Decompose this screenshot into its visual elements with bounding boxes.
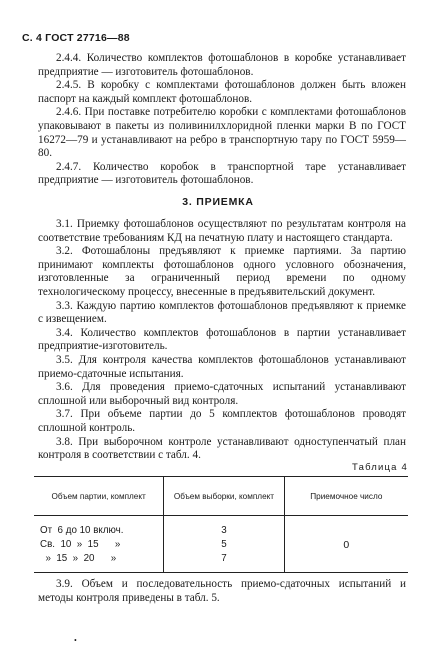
table-row-sample: 7 — [221, 553, 227, 564]
table-caption: Таблица 4 — [352, 462, 408, 473]
header-acceptance-number: Приемочное число — [284, 477, 408, 515]
table-row-sample: 3 — [221, 525, 227, 536]
table-row-sample: 5 — [221, 539, 227, 550]
paragraph-2-4-5: 2.4.5. В коробку с комплектами фотошаблонов должен быть вложен паспорт на каждый комплект фотошаблонов. — [38, 79, 406, 105]
paragraph-3-6: 3.6. Для проведения приемо-сдаточных испытаний устанавливают сплошной или выборочный вид контроля. — [38, 381, 406, 407]
acceptance-paragraphs — [38, 218, 406, 463]
paragraph-2-4-7: 2.4.7. Количество коробок в транспортной таре устанавливает предприятие — изготовитель фотошаблонов. — [38, 160, 406, 187]
acceptance-number-cell: 0 — [284, 516, 408, 572]
paragraph-3-3: 3.3. Каждую партию комплектов фотошаблонов предъявляют к приемке с извещением. — [38, 299, 406, 326]
paragraph-3-7: 3.7. При объеме партии до 5 комплектов фотошаблонов проводят сплошной контроль. — [38, 408, 406, 434]
sampling-table — [34, 476, 408, 573]
paragraph-2-4-4: 2.4.4. Количество комплектов фотошаблонов в коробке устанавливает предприятие — изготовитель фотошаблонов. — [38, 52, 406, 78]
table-row-lot: » 15 » 20 » — [40, 553, 117, 564]
paragraph-2-4-6: 2.4.6. При поставке потребителю коробки с комплектами фотошаблонов упаковывают в пакеты из поливинилхлоридной пленки марки В по ГОСТ 16272—79 и устанавливают на ребро в транспортную тару по ГОСТ 5959—80. — [38, 106, 406, 160]
paragraph-3-8: 3.8. При выборочном контроле устанавливают одноступенчатый план контроля в соответствии с табл. 4. — [38, 435, 406, 462]
print-mark: • — [74, 636, 77, 645]
table-row-lot: Св. 10 » 15 » — [40, 539, 121, 550]
table-header-row — [34, 477, 408, 515]
table-body — [34, 516, 408, 572]
final-paragraph — [38, 578, 406, 605]
packaging-paragraphs — [38, 52, 406, 188]
page-header: С. 4 ГОСТ 27716—88 — [22, 32, 130, 44]
lot-size-column — [34, 516, 163, 572]
header-lot-size: Объем партии, комплект — [51, 491, 146, 501]
header-sample-size: Объем выборки, комплект — [163, 477, 283, 515]
paragraph-3-4: 3.4. Количество комплектов фотошаблонов в партии устанавливает предприятие-изготовитель. — [38, 326, 406, 353]
section-title: 3. ПРИЕМКА — [182, 196, 254, 208]
sample-size-column — [163, 516, 283, 572]
paragraph-3-5: 3.5. Для контроля качества комплектов фотошаблонов устанавливают приемо-сдаточные испытания. — [38, 353, 406, 380]
table-row-lot: От 6 до 10 включ. — [40, 525, 124, 536]
paragraph-3-9: 3.9. Объем и последовательность приемо-сдаточных испытаний и методы контроля приведены в табл. 5. — [38, 578, 406, 604]
paragraph-3-1: 3.1. Приемку фотошаблонов осуществляют по результатам контроля на соответствие требованиям КД на печатную плату и настоящего стандарта. — [38, 218, 406, 244]
paragraph-3-2: 3.2. Фотошаблоны предъявляют к приемке партиями. За партию принимают комплекты фотошаблонов одного условного обозначения, изготовленные за ограниченный период времени по одному технологическому процессу, внесенные в предъявительский документ. — [38, 245, 406, 298]
